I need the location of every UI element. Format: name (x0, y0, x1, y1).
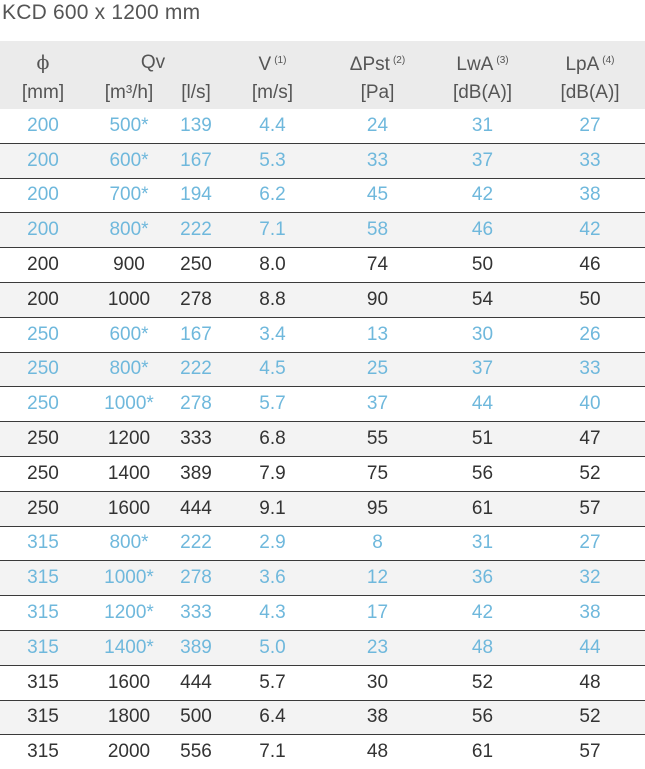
cell-lpa: 27 (535, 526, 645, 561)
header-v-label: V (258, 54, 272, 75)
cell-lpa: 33 (535, 143, 645, 178)
table-row (0, 213, 645, 248)
table-row (0, 143, 645, 178)
cell-v: 7.1 (220, 735, 325, 769)
cell-phi: 315 (0, 630, 86, 665)
table-row (0, 282, 645, 317)
cell-dpst: 45 (325, 178, 430, 213)
cell-lwa: 30 (430, 317, 535, 352)
cell-lwa: 54 (430, 282, 535, 317)
cell-qv-m3h: 1600 (86, 665, 172, 700)
cell-qv-ls: 444 (172, 665, 220, 700)
header-row-labels (0, 41, 645, 81)
cell-qv-ls: 194 (172, 178, 220, 213)
cell-dpst: 58 (325, 213, 430, 248)
cell-dpst: 38 (325, 700, 430, 735)
cell-dpst: 75 (325, 456, 430, 491)
cell-qv-m3h: 1200* (86, 596, 172, 631)
cell-lwa: 50 (430, 248, 535, 283)
cell-qv-m3h: 700* (86, 178, 172, 213)
table-row (0, 387, 645, 422)
cell-qv-m3h: 1400 (86, 456, 172, 491)
cell-lpa: 42 (535, 213, 645, 248)
header-phi-unit: [mm] (0, 81, 86, 109)
table-row (0, 109, 645, 143)
header-v-note: (1) (274, 55, 287, 66)
cell-phi: 200 (0, 213, 86, 248)
cell-dpst: 30 (325, 665, 430, 700)
cell-phi: 250 (0, 387, 86, 422)
cell-v: 3.4 (220, 317, 325, 352)
cell-lpa: 27 (535, 109, 645, 143)
cell-v: 6.8 (220, 422, 325, 457)
cell-qv-m3h: 2000 (86, 735, 172, 769)
cell-v: 5.3 (220, 143, 325, 178)
cell-v: 4.5 (220, 352, 325, 387)
cell-phi: 315 (0, 561, 86, 596)
cell-qv-m3h: 800* (86, 352, 172, 387)
cell-dpst: 23 (325, 630, 430, 665)
cell-qv-m3h: 600* (86, 317, 172, 352)
cell-phi: 250 (0, 456, 86, 491)
cell-lwa: 46 (430, 213, 535, 248)
header-lwa-label: LwA (456, 54, 494, 75)
cell-qv-ls: 278 (172, 387, 220, 422)
cell-qv-ls: 222 (172, 352, 220, 387)
cell-lpa: 46 (535, 248, 645, 283)
cell-dpst: 24 (325, 109, 430, 143)
cell-phi: 315 (0, 596, 86, 631)
table-row (0, 596, 645, 631)
header-lpa-note: (4) (602, 55, 615, 66)
cell-qv-m3h: 1400* (86, 630, 172, 665)
cell-qv-m3h: 900 (86, 248, 172, 283)
cell-phi: 200 (0, 143, 86, 178)
cell-lpa: 33 (535, 352, 645, 387)
cell-phi: 200 (0, 248, 86, 283)
cell-lpa: 57 (535, 735, 645, 769)
header-dpst-note: (2) (392, 55, 406, 66)
cell-v: 6.2 (220, 178, 325, 213)
cell-qv-m3h: 1000 (86, 282, 172, 317)
cell-lpa: 38 (535, 596, 645, 631)
table-row (0, 526, 645, 561)
header-qv (86, 41, 220, 81)
cell-qv-ls: 444 (172, 491, 220, 526)
cell-qv-ls: 222 (172, 213, 220, 248)
cell-lpa: 40 (535, 387, 645, 422)
cell-v: 5.7 (220, 387, 325, 422)
cell-v: 6.4 (220, 700, 325, 735)
cell-lwa: 48 (430, 630, 535, 665)
header-row-units (0, 81, 645, 109)
cell-qv-m3h: 1200 (86, 422, 172, 457)
header-lpa (535, 41, 645, 81)
cell-phi: 315 (0, 665, 86, 700)
cell-v: 8.8 (220, 282, 325, 317)
cell-qv-m3h: 1000* (86, 561, 172, 596)
cell-v: 7.1 (220, 213, 325, 248)
header-qv-unit-m3h: [m³/h] (86, 81, 172, 109)
cell-lwa: 56 (430, 456, 535, 491)
cell-lpa: 48 (535, 665, 645, 700)
cell-dpst: 48 (325, 735, 430, 769)
header-qv-label: Qv (140, 52, 166, 73)
cell-v: 5.7 (220, 665, 325, 700)
table-row (0, 248, 645, 283)
cell-phi: 200 (0, 109, 86, 143)
cell-phi: 250 (0, 352, 86, 387)
cell-dpst: 33 (325, 143, 430, 178)
cell-phi: 200 (0, 282, 86, 317)
cell-qv-ls: 278 (172, 561, 220, 596)
cell-lwa: 56 (430, 700, 535, 735)
cell-lpa: 52 (535, 700, 645, 735)
header-lwa (430, 41, 535, 81)
cell-phi: 315 (0, 700, 86, 735)
cell-lpa: 52 (535, 456, 645, 491)
cell-v: 4.4 (220, 109, 325, 143)
cell-lpa: 50 (535, 282, 645, 317)
table-row (0, 317, 645, 352)
header-phi (0, 41, 86, 81)
header-lwa-note: (3) (496, 55, 509, 66)
cell-lwa: 42 (430, 596, 535, 631)
table-row (0, 456, 645, 491)
cell-lpa: 57 (535, 491, 645, 526)
header-lwa-unit: [dB(A)] (430, 81, 535, 109)
table-row (0, 700, 645, 735)
cell-phi: 315 (0, 526, 86, 561)
cell-phi: 250 (0, 422, 86, 457)
cell-v: 3.6 (220, 561, 325, 596)
cell-lwa: 31 (430, 526, 535, 561)
cell-phi: 250 (0, 491, 86, 526)
cell-v: 4.3 (220, 596, 325, 631)
cell-dpst: 17 (325, 596, 430, 631)
cell-qv-ls: 500 (172, 700, 220, 735)
cell-qv-ls: 333 (172, 422, 220, 457)
header-v (220, 41, 325, 81)
cell-qv-ls: 139 (172, 109, 220, 143)
table-row (0, 422, 645, 457)
cell-qv-m3h: 500* (86, 109, 172, 143)
cell-lwa: 37 (430, 143, 535, 178)
cell-v: 9.1 (220, 491, 325, 526)
header-v-unit: [m/s] (220, 81, 325, 109)
cell-phi: 315 (0, 735, 86, 769)
header-phi-label: ϕ (36, 51, 50, 74)
cell-dpst: 8 (325, 526, 430, 561)
table-row (0, 665, 645, 700)
header-qv-unit-ls: [l/s] (172, 81, 220, 109)
cell-phi: 200 (0, 178, 86, 213)
cell-phi: 250 (0, 317, 86, 352)
cell-dpst: 95 (325, 491, 430, 526)
cell-dpst: 37 (325, 387, 430, 422)
table-row (0, 491, 645, 526)
cell-lwa: 61 (430, 491, 535, 526)
cell-qv-ls: 250 (172, 248, 220, 283)
table-row (0, 630, 645, 665)
table-row (0, 561, 645, 596)
cell-lpa: 38 (535, 178, 645, 213)
cell-qv-ls: 389 (172, 630, 220, 665)
cell-dpst: 25 (325, 352, 430, 387)
cell-qv-m3h: 800* (86, 213, 172, 248)
cell-lpa: 32 (535, 561, 645, 596)
cell-v: 8.0 (220, 248, 325, 283)
cell-v: 7.9 (220, 456, 325, 491)
cell-qv-ls: 389 (172, 456, 220, 491)
header-lpa-label: LpA (565, 54, 600, 75)
cell-dpst: 13 (325, 317, 430, 352)
cell-qv-m3h: 600* (86, 143, 172, 178)
spec-table (0, 41, 645, 769)
cell-lpa: 26 (535, 317, 645, 352)
cell-lwa: 37 (430, 352, 535, 387)
cell-qv-m3h: 1000* (86, 387, 172, 422)
cell-lwa: 61 (430, 735, 535, 769)
table-body (0, 109, 645, 769)
header-lpa-unit: [dB(A)] (535, 81, 645, 109)
cell-dpst: 74 (325, 248, 430, 283)
cell-qv-m3h: 800* (86, 526, 172, 561)
cell-qv-ls: 556 (172, 735, 220, 769)
cell-qv-ls: 222 (172, 526, 220, 561)
cell-lwa: 42 (430, 178, 535, 213)
cell-lpa: 47 (535, 422, 645, 457)
cell-lpa: 44 (535, 630, 645, 665)
cell-dpst: 12 (325, 561, 430, 596)
cell-lwa: 36 (430, 561, 535, 596)
header-dpst-unit: [Pa] (325, 81, 430, 109)
table-title: KCD 600 x 1200 mm (2, 1, 201, 24)
cell-dpst: 90 (325, 282, 430, 317)
table-header (0, 41, 645, 109)
cell-qv-m3h: 1800 (86, 700, 172, 735)
header-dpst (325, 41, 430, 81)
cell-v: 5.0 (220, 630, 325, 665)
cell-qv-ls: 167 (172, 317, 220, 352)
cell-lwa: 31 (430, 109, 535, 143)
header-dpst-label: ΔPst (349, 54, 390, 75)
table-row (0, 352, 645, 387)
table-row (0, 178, 645, 213)
cell-qv-ls: 333 (172, 596, 220, 631)
cell-lwa: 52 (430, 665, 535, 700)
cell-qv-ls: 167 (172, 143, 220, 178)
cell-qv-ls: 278 (172, 282, 220, 317)
cell-lwa: 51 (430, 422, 535, 457)
table-row (0, 735, 645, 769)
cell-dpst: 55 (325, 422, 430, 457)
cell-lwa: 44 (430, 387, 535, 422)
cell-qv-m3h: 1600 (86, 491, 172, 526)
cell-v: 2.9 (220, 526, 325, 561)
